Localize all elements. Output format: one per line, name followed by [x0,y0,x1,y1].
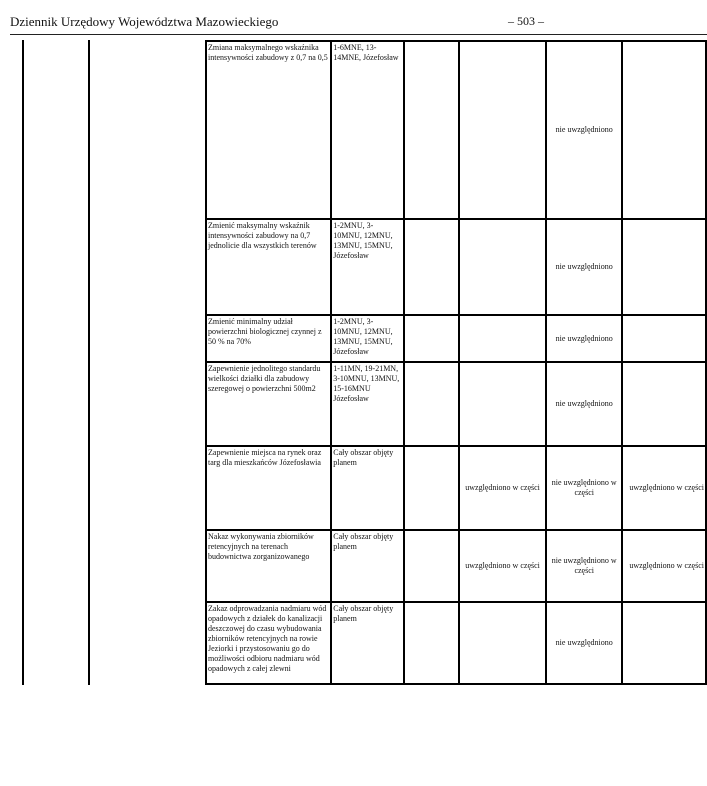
cell-empty [404,602,459,684]
resolution-cell: uwzględniono w części [459,530,546,602]
resolution-cell [459,219,546,315]
left-inner-line [88,40,90,685]
remark-area: 1-2MNU, 3-10MNU, 12MNU, 13MNU, 15MNU, Józefosław [331,219,404,315]
resolution-cell [622,602,706,684]
remark-description: Zmiana maksymalnego wskaźnika intensywności zabudowy z 0,7 na 0,5 [206,41,331,219]
resolution-cell [459,362,546,446]
remark-area: 1-11MN, 19-21MN, 3-10MNU, 13MNU, 15-16MNU Józefosław [331,362,404,446]
cell-empty [404,41,459,219]
cell-empty [404,446,459,530]
resolution-cell: uwzględniono w części [622,446,706,530]
resolution-cell: nie uwzględniono [546,602,622,684]
table-row [206,219,706,315]
resolution-cell: nie uwzględniono [546,362,622,446]
resolution-cell: nie uwzględniono w części [546,446,622,530]
resolution-cell [459,41,546,219]
cell-empty [404,219,459,315]
resolution-cell [459,315,546,362]
table-row [206,446,706,530]
remark-area: Cały obszar objęty planem [331,602,404,684]
left-border-line [22,40,24,685]
remark-description: Zapewnienie jednolitego standardu wielkości działki dla zabudowy szeregowej o powierzchni 500m2 [206,362,331,446]
cell-empty [404,362,459,446]
journal-title: Dziennik Urzędowy Województwa Mazowieckiego [10,14,279,29]
resolution-cell: nie uwzględniono w części [546,530,622,602]
table-row [206,530,706,602]
resolution-cell [459,602,546,684]
remark-area: Cały obszar objęty planem [331,446,404,530]
resolution-cell: nie uwzględniono [546,219,622,315]
remark-description: Zakaz odprowadzania nadmiaru wód opadowych z działek do kanalizacji deszczowej do czasu wybudowania zbiorników retencyjnych na rowie Jeziorki i przystosowaniu go do możliwości odbioru nadmiaru wód opadowych z całej zlewni [206,602,331,684]
remark-description: Zmienić maksymalny wskaźnik intensywności zabudowy na 0,7 jednolicie dla wszystkich terenów [206,219,331,315]
table-row [206,41,706,219]
resolution-cell: uwzględniono w części [622,530,706,602]
remark-area: 1-2MNU, 3-10MNU, 12MNU, 13MNU, 15MNU, Józefosław [331,315,404,362]
resolution-cell: nie uwzględniono [546,315,622,362]
page-header [10,14,707,34]
resolution-cell [622,315,706,362]
table-row [206,602,706,684]
resolution-cell [622,219,706,315]
remark-description: Nakaz wykonywania zbiorników retencyjnych na terenach budownictwa zorganizowanego [206,530,331,602]
cell-empty [404,530,459,602]
remarks-table [205,40,707,685]
resolution-cell [622,41,706,219]
resolution-cell: nie uwzględniono [546,41,622,219]
remark-description: Zapewnienie miejsca na rynek oraz targ dla mieszkańców Józefosławia [206,446,331,530]
cell-empty [404,315,459,362]
page-number: – 503 – [508,14,544,28]
remark-area: Cały obszar objęty planem [331,530,404,602]
table-row [206,315,706,362]
remark-description: Zmienić minimalny udział powierzchni biologicznej czynnej z 50 % na 70% [206,315,331,362]
header-rule [10,34,707,35]
remark-area: 1-6MNE, 13-14MNE, Józefosław [331,41,404,219]
resolution-cell: uwzględniono w części [459,446,546,530]
resolution-cell [622,362,706,446]
table-row [206,362,706,446]
